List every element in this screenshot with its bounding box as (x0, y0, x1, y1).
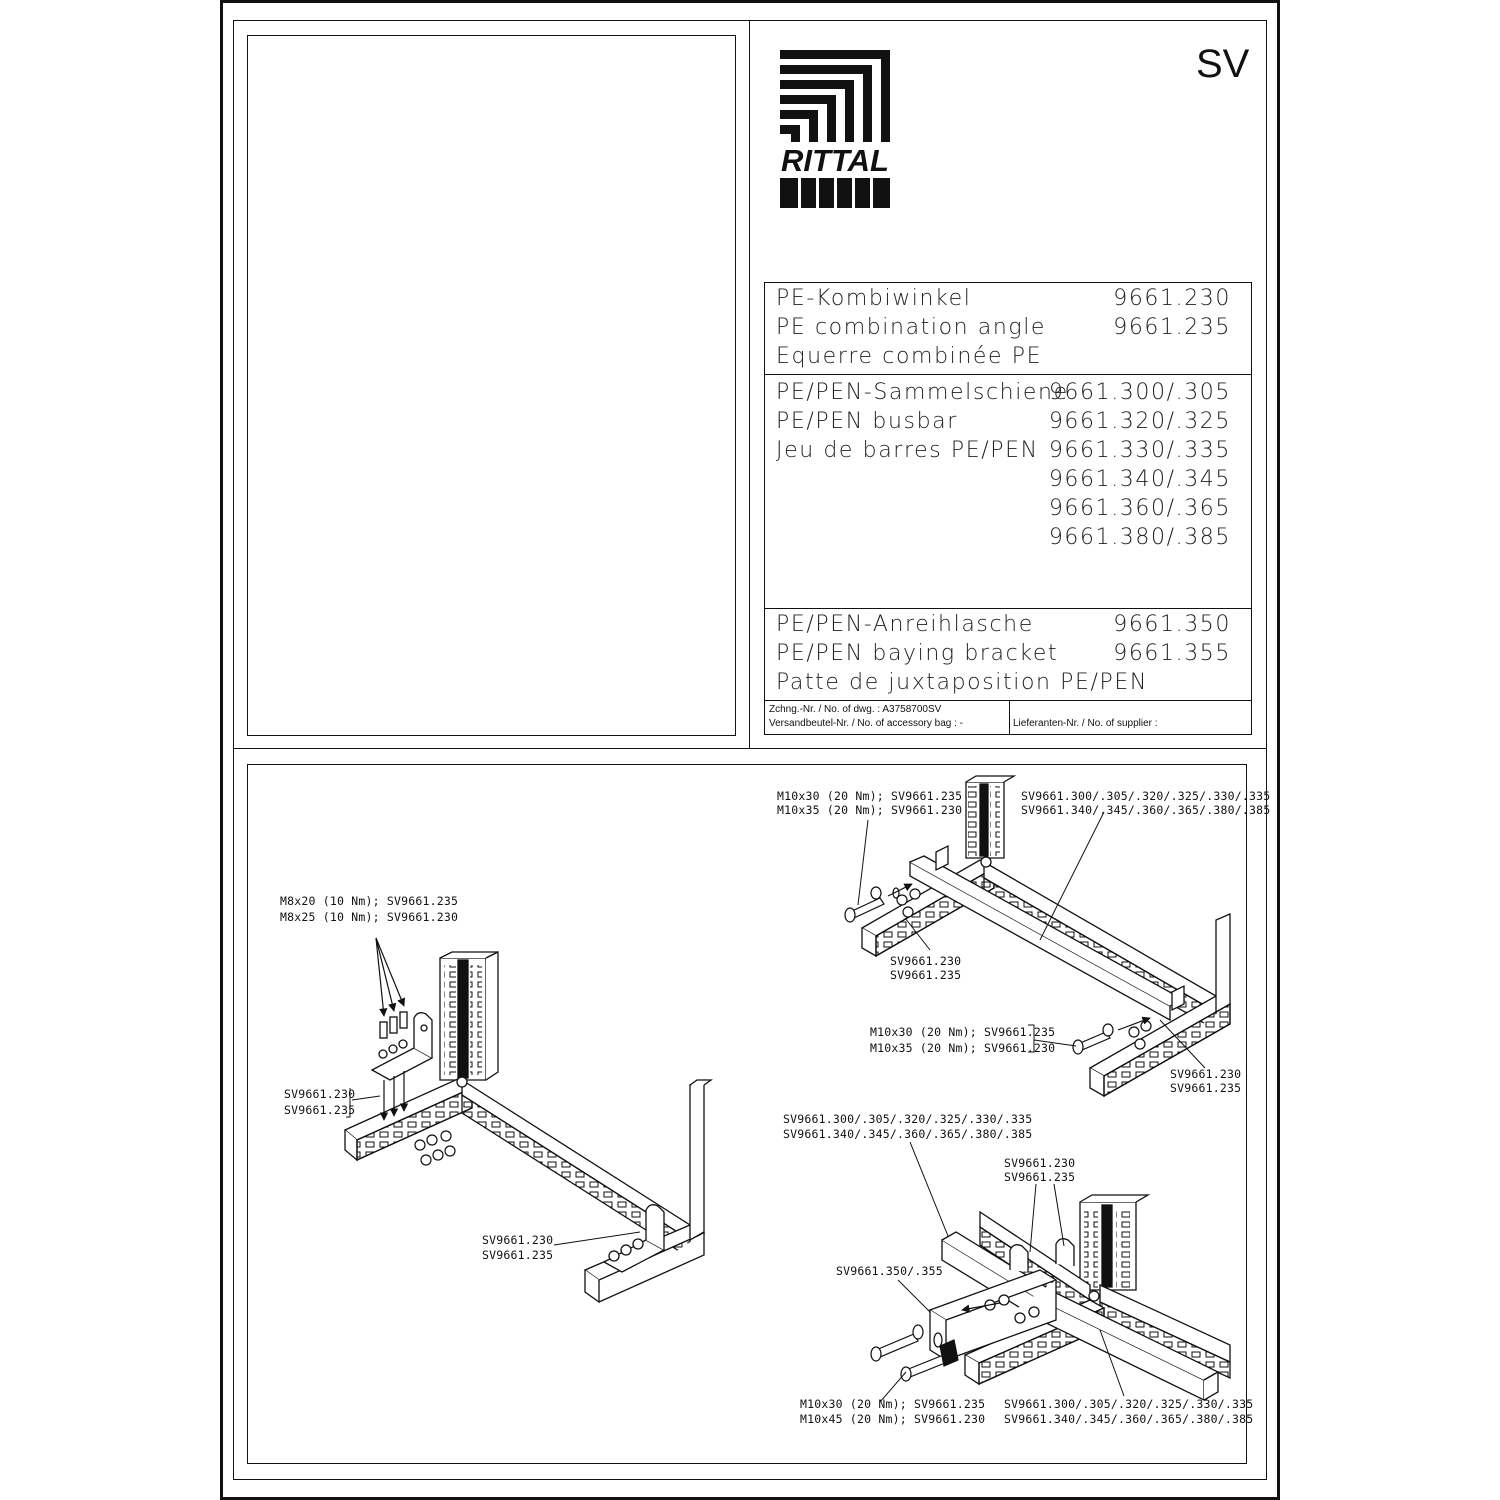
group2-line-en: PE/PEN busbar (776, 409, 958, 434)
label-b9: SV9661.230 (1170, 1067, 1242, 1081)
group2-number: 9661.320/.325 (1048, 409, 1231, 434)
label-c8: SV9661.300/.305/.320/.325/.330/.335 (1004, 1397, 1254, 1411)
label-b6: SV9661.235 (890, 968, 962, 982)
drawing-number: Zchng.-Nr. / No. of dwg. : A3758700SV (769, 704, 942, 715)
label-c4: SV9661.235 (1004, 1170, 1076, 1184)
supplier-number: Lieferanten-Nr. / No. of supplier : (1013, 718, 1158, 729)
label-b3: SV9661.300/.305/.320/.325/.330/.335 (1021, 789, 1271, 803)
label-b1: M10x30 (20 Nm); SV9661.235 (777, 789, 963, 803)
group3-number: 9661.350 (1113, 612, 1231, 637)
label-a1: M8x20 (10 Nm); SV9661.235 (280, 894, 459, 908)
group1-number: 9661.235 (1113, 315, 1231, 340)
label-c6: M10x30 (20 Nm); SV9661.235 (800, 1397, 986, 1411)
drawing-a-nuts (415, 1131, 455, 1165)
logo-wordmark: RITTAL (781, 143, 889, 178)
group3-line-fr: Patte de juxtaposition PE/PEN (776, 670, 1148, 695)
group2-line-de: PE/PEN-Sammelschiene (776, 380, 1069, 405)
label-b8: M10x35 (20 Nm); SV9661.230 (870, 1041, 1056, 1055)
label-b7: M10x30 (20 Nm); SV9661.235 (870, 1025, 1056, 1039)
group2-number: 9661.340/.345 (1048, 467, 1231, 492)
label-b4: SV9661.340/.345/.360/.365/.380/.385 (1021, 803, 1271, 817)
group3-line-de: PE/PEN-Anreihlasche (776, 612, 1034, 637)
label-c3: SV9661.230 (1004, 1156, 1076, 1170)
group1-line-de: PE-Kombiwinkel (776, 286, 972, 311)
sheet-code: SV (1196, 42, 1250, 86)
label-c7: M10x45 (20 Nm); SV9661.230 (800, 1412, 986, 1426)
label-a3: SV9661.230 (284, 1087, 356, 1101)
group2-line-fr: Jeu de barres PE/PEN (776, 438, 1039, 463)
label-b10: SV9661.235 (1170, 1081, 1242, 1095)
label-c2: SV9661.340/.345/.360/.365/.380/.385 (783, 1127, 1033, 1141)
label-c9: SV9661.340/.345/.360/.365/.380/.385 (1004, 1412, 1254, 1426)
drawing-b-busbar (910, 846, 1184, 1020)
group3-line-en: PE/PEN baying bracket (776, 641, 1059, 666)
label-a2: M8x25 (10 Nm); SV9661.230 (280, 910, 459, 924)
group2-number: 9661.300/.305 (1048, 380, 1231, 405)
label-b5: SV9661.230 (890, 954, 962, 968)
group1-number: 9661.230 (1113, 286, 1231, 311)
accessory-bag-number: Versandbeutel-Nr. / No. of accessory bag : - (769, 718, 963, 729)
group3-number: 9661.355 (1113, 641, 1231, 666)
label-c1: SV9661.300/.305/.320/.325/.330/.335 (783, 1112, 1033, 1126)
label-b2: M10x35 (20 Nm); SV9661.230 (777, 803, 963, 817)
label-a5: SV9661.230 (482, 1233, 554, 1247)
group1-line-fr: Equerre combinée PE (776, 344, 1043, 369)
group1-line-en: PE combination angle (776, 315, 1047, 340)
label-c5: SV9661.350/.355 (836, 1264, 943, 1278)
label-a4: SV9661.235 (284, 1103, 356, 1117)
group2-number: 9661.360/.365 (1048, 496, 1231, 521)
label-a6: SV9661.235 (482, 1248, 554, 1262)
drawing-a-combination-angle (372, 1012, 432, 1080)
group2-number: 9661.330/.335 (1048, 438, 1231, 463)
group2-number: 9661.380/.385 (1048, 525, 1231, 550)
